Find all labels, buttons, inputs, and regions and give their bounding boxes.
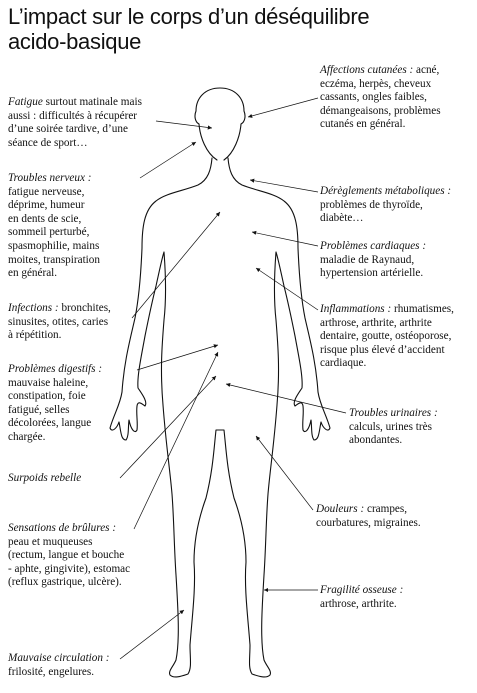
annotation-mauvaise-circulation — [8, 652, 138, 679]
annotation-sensations-brulures — [8, 522, 148, 590]
leader-affections-cutanees — [248, 98, 318, 117]
text-line: crampes, — [366, 503, 408, 515]
term-fragilite-osseuse: Fragilité osseuse — [320, 584, 397, 596]
text-line: arthrose, arthrite. — [320, 597, 397, 610]
separator: : — [95, 363, 103, 375]
text-line: arthrose, arthrite, arthrite — [320, 316, 432, 329]
annotation-dereglements-metaboliques — [320, 185, 475, 226]
annotation-troubles-nerveux — [8, 172, 143, 281]
text-line: démangeaisons, problèmes — [320, 104, 441, 117]
annotation-fragilite-osseuse — [320, 584, 475, 611]
text-line: frilosité, engelures. — [8, 665, 95, 678]
term-dereglements-metaboliques: Dérèglements métaboliques — [320, 185, 445, 197]
text-line: d’une soirée tardive, d’une — [8, 123, 128, 136]
separator: : — [431, 407, 438, 419]
term-affections-cutanees: Affections cutanées — [320, 64, 407, 76]
annotation-surpoids — [8, 472, 128, 486]
text-line: aussi : difficultés à récupérer — [8, 109, 138, 122]
annotation-problemes-cardiaques — [320, 240, 475, 281]
separator: : — [109, 522, 117, 534]
text-line: risque plus élevé d’accident — [320, 343, 445, 356]
term-mauvaise-circulation: Mauvaise circulation — [8, 652, 103, 664]
leader-digestifs — [137, 345, 218, 370]
text-line: courbatures, migraines. — [316, 516, 421, 529]
leader-urinaires — [226, 384, 346, 413]
leader-cardiaques — [252, 232, 318, 246]
right-body-outline — [220, 158, 330, 677]
text-line: bronchites, — [61, 302, 111, 314]
text-line: sinusites, otites, caries — [8, 315, 109, 328]
text-line: (reflux gastrique, ulcère). — [8, 576, 122, 589]
title-line-1: L’impact sur le corps d’un déséquilibre — [8, 4, 370, 29]
text-line: surtout matinale mais — [45, 96, 142, 108]
separator: : — [396, 584, 404, 596]
annotation-problemes-digestifs — [8, 363, 143, 445]
term-troubles-nerveux: Troubles nerveux — [8, 172, 85, 184]
text-line: mauvaise haleine, — [8, 376, 89, 389]
separator: : — [444, 185, 452, 197]
text-line: (rectum, langue et bouche — [8, 549, 125, 562]
text-line: fatigué, selles — [8, 403, 70, 416]
text-line: en général. — [8, 267, 58, 280]
head-outline — [195, 88, 245, 160]
text-line: acné, — [416, 64, 440, 76]
text-line: constipation, foie — [8, 390, 86, 403]
term-inflammations: Inflammations — [320, 303, 385, 315]
text-line: rhumatismes, — [393, 303, 454, 315]
leader-dereglements — [250, 180, 318, 192]
term-fatigue: Fatigue — [8, 96, 43, 108]
text-line: abondantes. — [349, 434, 403, 447]
term-douleurs: Douleurs — [316, 503, 358, 515]
annotation-infections — [8, 302, 146, 343]
annotation-affections-cutanees — [320, 64, 475, 132]
annotation-douleurs — [316, 503, 475, 530]
annotation-troubles-urinaires — [349, 407, 475, 448]
term-infections: Infections — [8, 302, 53, 314]
text-line: moites, transpiration — [8, 253, 100, 266]
text-line: cardiaque. — [320, 357, 367, 370]
text-line: peau et muqueuses — [8, 535, 93, 548]
text-line: cassants, ongles faibles, — [320, 91, 427, 104]
text-line: - aphte, gingivite), estomac — [8, 562, 131, 575]
annotation-fatigue — [8, 96, 176, 150]
text-line: sommeil perturbé, — [8, 226, 90, 239]
text-line: spasmophilie, mains — [8, 239, 100, 252]
text-line: dentaire, goutte, ostéoporose, — [320, 330, 452, 343]
leader-douleurs — [256, 436, 313, 510]
annotation-inflammations — [320, 303, 475, 371]
term-troubles-urinaires: Troubles urinaires — [349, 407, 432, 419]
separator: : — [84, 172, 92, 184]
separator: : — [406, 64, 417, 76]
text-line: cutanés en général. — [320, 118, 406, 131]
text-line: diabète… — [320, 212, 364, 225]
term-sensations-brulures: Sensations de brûlures — [8, 522, 110, 534]
separator: : — [419, 240, 427, 252]
text-line: décolorées, langue — [8, 417, 92, 430]
text-line: hypertension artérielle. — [320, 267, 424, 280]
text-line: à répétition. — [8, 329, 62, 342]
term-surpoids: Surpoids rebelle — [8, 472, 82, 484]
leader-lines — [120, 98, 346, 659]
term-problemes-digestifs: Problèmes digestifs — [8, 363, 96, 375]
text-line: déprime, humeur — [8, 199, 85, 212]
separator: : — [357, 503, 367, 515]
text-line: problèmes de thyroïde, — [320, 198, 423, 211]
separator: : — [102, 652, 110, 664]
text-line: eczéma, herpès, cheveux — [320, 77, 432, 90]
text-line: maladie de Raynaud, — [320, 253, 415, 266]
text-line: séance de sport… — [8, 136, 88, 149]
term-problemes-cardiaques: Problèmes cardiaques — [320, 240, 420, 252]
title-line-2: acido-basique — [8, 29, 142, 54]
text-line: chargée. — [8, 430, 46, 443]
leader-brulures — [134, 352, 218, 529]
text-line: en dents de scie, — [8, 212, 82, 225]
separator: : — [384, 303, 394, 315]
separator: : — [52, 302, 62, 314]
text-line: calculs, urines très — [349, 420, 432, 433]
leader-inflammations — [256, 268, 318, 310]
text-line: fatigue nerveuse, — [8, 185, 85, 198]
